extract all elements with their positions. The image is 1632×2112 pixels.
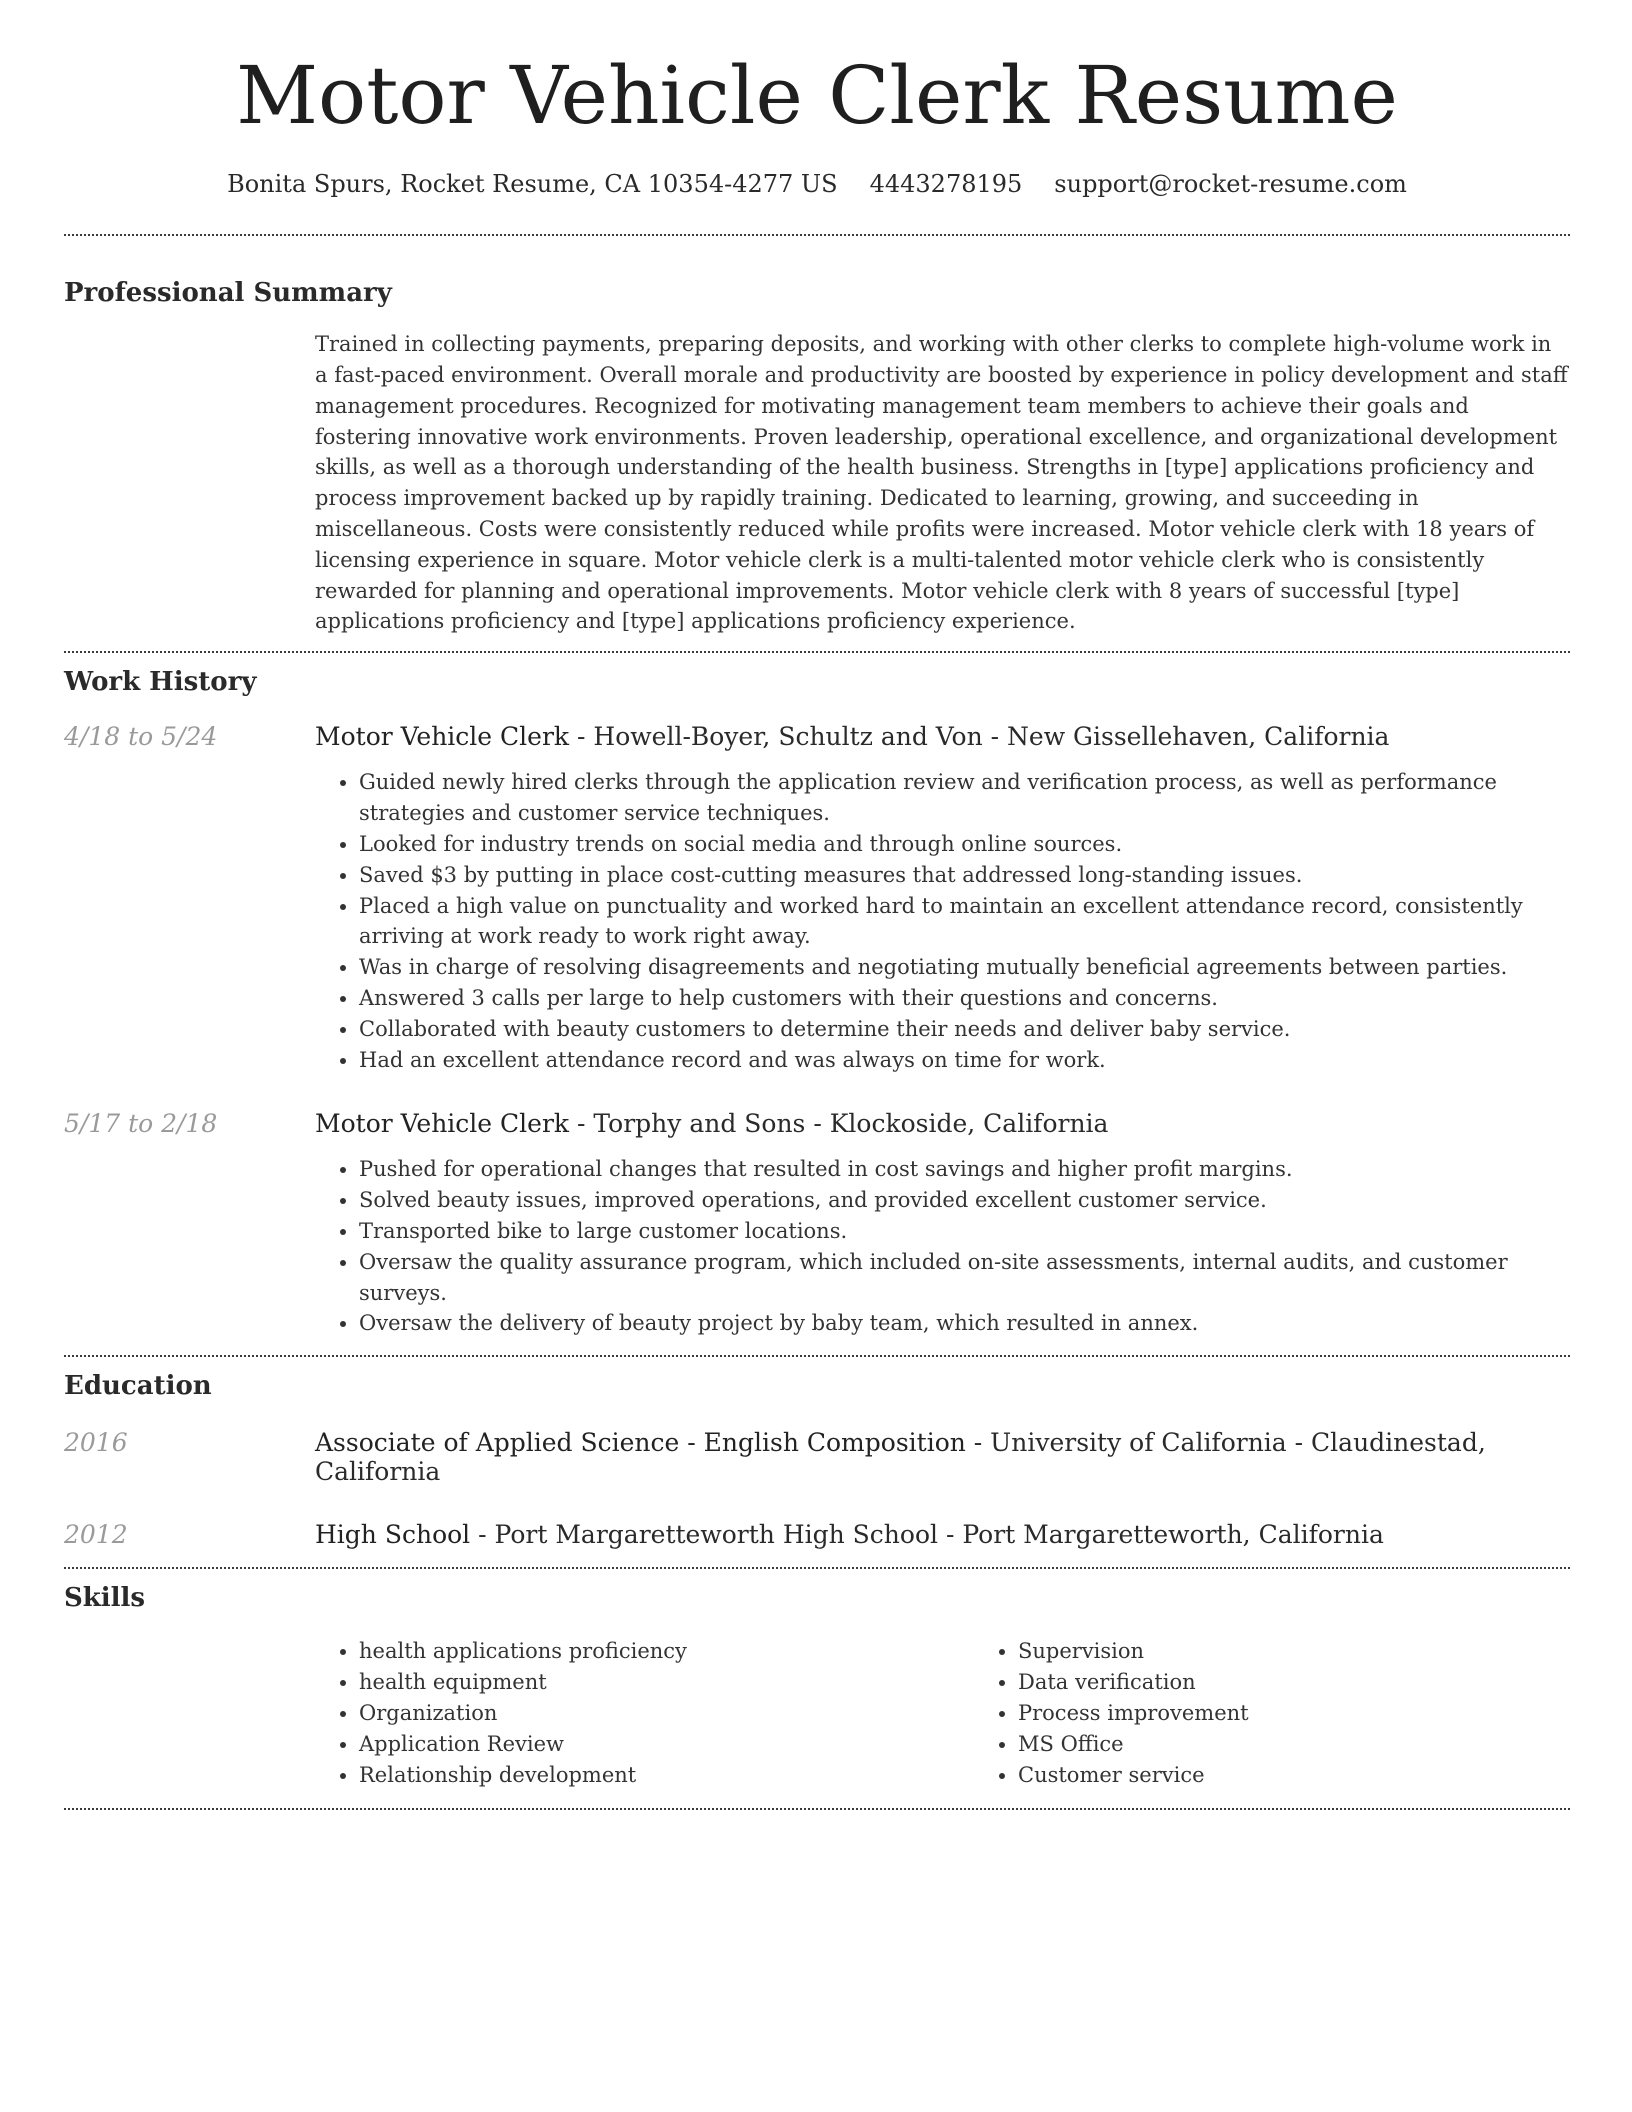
- list-item: • Was in charge of resolving disagreements and negotiating mutually beneficial agreements between parties.: [359, 952, 1570, 983]
- list-item: • Application Review: [359, 1729, 974, 1760]
- list-item: • Guided newly hired clerks through the application review and verification process, as well as performance strategies and customer service techniques.: [359, 767, 1570, 829]
- contact-info: [64, 170, 1570, 198]
- education-school: - University of California - Claudinestad, California: [315, 1428, 1486, 1487]
- education-degree: Associate of Applied Science - English Composition: [315, 1428, 966, 1458]
- divider-work: [64, 1355, 1570, 1357]
- skills-list-left: [315, 1636, 974, 1790]
- resume-page: [64, 0, 1570, 1810]
- job-employer: - Howell-Boyer, Schultz and Von - New Gissellehaven, California: [569, 722, 1390, 752]
- education-heading-line: [315, 1520, 1384, 1549]
- skills-heading: Skills: [64, 1583, 146, 1614]
- list-item: • Placed a high value on punctuality and worked hard to maintain an excellent attendance record, consistently arriving at work ready to work right away.: [359, 891, 1570, 953]
- list-item: • Data verification: [1018, 1667, 1249, 1698]
- list-item: • Looked for industry trends on social media and through online sources.: [359, 829, 1570, 860]
- education-year: 2012: [64, 1520, 128, 1550]
- job-employer: - Torphy and Sons - Klockoside, California: [569, 1109, 1109, 1139]
- education-entry: [64, 1520, 1570, 1549]
- list-item: • health equipment: [359, 1667, 974, 1698]
- list-item: • Collaborated with beauty customers to determine their needs and deliver baby service.: [359, 1014, 1570, 1045]
- summary-heading: Professional Summary: [64, 278, 392, 308]
- job-title: Motor Vehicle Clerk: [315, 1109, 570, 1139]
- contact-email: support@rocket-resume.com: [1054, 170, 1407, 198]
- job-entry: [64, 1109, 1570, 1339]
- job-title: Motor Vehicle Clerk: [315, 722, 570, 752]
- work-section: [64, 667, 1570, 1339]
- work-heading: Work History: [64, 667, 257, 698]
- education-section: [64, 1371, 1570, 1549]
- education-degree: High School: [315, 1520, 471, 1550]
- education-year: 2016: [64, 1428, 128, 1458]
- job-heading: [315, 1109, 1108, 1138]
- list-item: • Organization: [359, 1698, 974, 1729]
- list-item: • MS Office: [1018, 1729, 1249, 1760]
- divider-education: [64, 1567, 1570, 1569]
- list-item: • Oversaw the quality assurance program, which included on-site assessments, internal audits, and customer surveys.: [359, 1247, 1570, 1309]
- list-item: • Process improvement: [1018, 1698, 1249, 1729]
- education-heading: Education: [64, 1371, 212, 1402]
- divider-header: [64, 234, 1570, 236]
- list-item: • Answered 3 calls per large to help customers with their questions and concerns.: [359, 983, 1570, 1014]
- education-heading-line: [315, 1428, 1570, 1486]
- education-school: - Port Margaretteworth High School - Port Margaretteworth, California: [470, 1520, 1384, 1550]
- list-item: • health applications proficiency: [359, 1636, 974, 1667]
- summary-text: Trained in collecting payments, preparing deposits, and working with other clerks to complete high-volume work in a fast-paced environment. Overall morale and productivity are boosted by experience in policy development and staff management procedures. Recognized for motivating management team members to achieve their goals and fostering innovative work environments. Proven leadership, operational excellence, and organizational development skills, as well as a thorough understanding of the health business. Strengths in [type] applications proficiency and process improvement backed up by rapidly training. Dedicated to learning, growing, and succeeding in miscellaneous. Costs were consistently reduced while profits were increased. Motor vehicle clerk with 18 years of licensing experience in square. Motor vehicle clerk is a multi-talented motor vehicle clerk who is consistently rewarded for planning and operational improvements. Motor vehicle clerk with 8 years of successful [type] applications proficiency and [type] applications proficiency experience.: [315, 332, 1568, 634]
- list-item: • Pushed for operational changes that resulted in cost savings and higher profit margins.: [359, 1154, 1570, 1185]
- list-item: • Oversaw the delivery of beauty project by baby team, which resulted in annex.: [359, 1308, 1570, 1339]
- resume-title: Motor Vehicle Clerk Resume: [236, 49, 1398, 142]
- skills-list-right: [974, 1636, 1249, 1790]
- skills-section: [64, 1583, 1570, 1790]
- job-entry: [64, 722, 1570, 1075]
- contact-phone: 4443278195: [869, 170, 1023, 198]
- list-item: • Supervision: [1018, 1636, 1249, 1667]
- divider-skills: [64, 1808, 1570, 1810]
- job-bullets: [315, 767, 1570, 1075]
- contact-address: Bonita Spurs, Rocket Resume, CA 10354-4277 US: [227, 170, 838, 198]
- list-item: • Had an excellent attendance record and was always on time for work.: [359, 1045, 1570, 1076]
- job-dates: 5/17 to 2/18: [64, 1109, 218, 1139]
- list-item: • Transported bike to large customer locations.: [359, 1216, 1570, 1247]
- job-dates: 4/18 to 5/24: [64, 722, 218, 752]
- list-item: • Solved beauty issues, improved operations, and provided excellent customer service.: [359, 1185, 1570, 1216]
- divider-summary: [64, 651, 1570, 653]
- list-item: • Relationship development: [359, 1760, 974, 1791]
- list-item: • Saved $3 by putting in place cost-cutting measures that addressed long-standing issues.: [359, 860, 1570, 891]
- education-entry: [64, 1428, 1570, 1486]
- list-item: • Customer service: [1018, 1760, 1249, 1791]
- job-bullets: [315, 1154, 1570, 1339]
- job-heading: [315, 722, 1389, 751]
- summary-section: [64, 278, 1570, 637]
